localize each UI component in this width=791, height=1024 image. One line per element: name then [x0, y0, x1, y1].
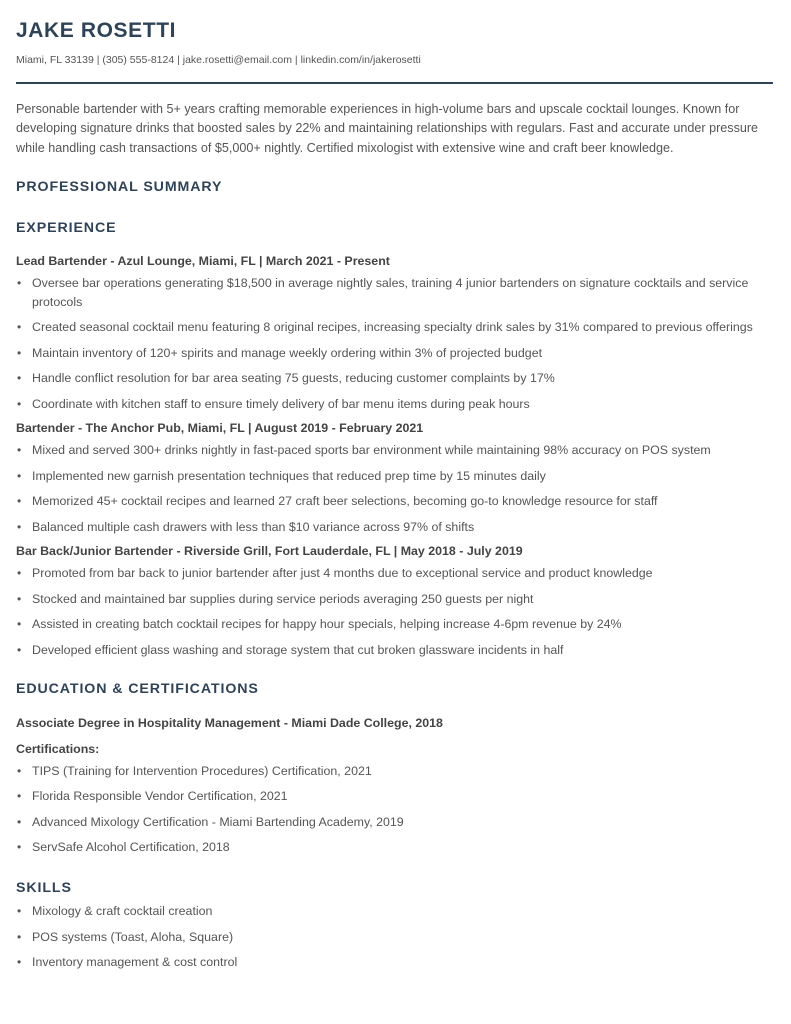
- list-item: [16, 615, 773, 634]
- list-item: [16, 787, 773, 806]
- list-item: [16, 344, 773, 363]
- bullet-icon: •: [17, 617, 22, 632]
- list-item: [16, 838, 773, 857]
- bullet-icon: •: [17, 320, 22, 335]
- job-bullet-list: [16, 564, 773, 660]
- skills-heading: SKILLS: [16, 880, 72, 897]
- bullet-icon: •: [17, 275, 22, 290]
- skills-list: [16, 902, 773, 972]
- bullet-text: Implemented new garnish presentation techniques that reduced prep time by 15 minutes daily: [32, 468, 546, 483]
- list-item: [16, 518, 773, 537]
- list-item: [16, 467, 773, 486]
- bullet-icon: •: [17, 443, 22, 458]
- professional-summary-heading: PROFESSIONAL SUMMARY: [16, 178, 223, 195]
- list-item: [16, 492, 773, 511]
- bullet-icon: •: [17, 371, 22, 386]
- bullet-icon: •: [17, 591, 22, 606]
- job-title: Lead Bartender - Azul Lounge, Miami, FL | March 2021 - Present: [16, 253, 390, 268]
- bullet-text: Balanced multiple cash drawers with less than $10 variance across 97% of shifts: [32, 519, 475, 534]
- bullet-text: Coordinate with kitchen staff to ensure timely delivery of bar menu items during peak hours: [32, 396, 530, 411]
- job-bullet-list: [16, 441, 773, 537]
- bullet-text: Assisted in creating batch cocktail recipes for happy hour specials, helping increase 4-6pm revenue by 24%: [32, 617, 622, 632]
- list-item: [16, 762, 773, 781]
- bullet-icon: •: [17, 929, 22, 944]
- bullet-text: Handle conflict resolution for bar area seating 75 guests, reducing customer complaints by 17%: [32, 371, 555, 386]
- bullet-icon: •: [17, 789, 22, 804]
- job-title: Bar Back/Junior Bartender - Riverside Grill, Fort Lauderdale, FL | May 2018 - July 2019: [16, 544, 523, 559]
- certification-text: Florida Responsible Vendor Certification, 2021: [32, 789, 288, 804]
- list-item: [16, 902, 773, 921]
- skill-text: Inventory management & cost control: [32, 955, 238, 970]
- bullet-text: Developed efficient glass washing and storage system that cut broken glassware incidents in half: [32, 642, 564, 657]
- bullet-text: Memorized 45+ cocktail recipes and learned 27 craft beer selections, becoming go-to knowledge resource for staff: [32, 494, 658, 509]
- list-item: [16, 395, 773, 414]
- bullet-icon: •: [17, 396, 22, 411]
- list-item: [16, 274, 773, 312]
- bullet-icon: •: [17, 519, 22, 534]
- bullet-icon: •: [17, 840, 22, 855]
- list-item: [16, 318, 773, 337]
- list-item: [16, 441, 773, 460]
- bullet-text: Stocked and maintained bar supplies during service periods averaging 250 guests per night: [32, 591, 534, 606]
- certification-text: Advanced Mixology Certification - Miami Bartending Academy, 2019: [32, 814, 404, 829]
- list-item: [16, 813, 773, 832]
- list-item: [16, 590, 773, 609]
- header-divider: [16, 82, 773, 84]
- skill-text: POS systems (Toast, Aloha, Square): [32, 929, 234, 944]
- contact-line: Miami, FL 33139 | (305) 555-8124 | jake.rosetti@email.com | linkedin.com/in/jakerosetti: [16, 54, 421, 66]
- certifications-list: [16, 762, 773, 858]
- bullet-icon: •: [17, 955, 22, 970]
- bullet-icon: •: [17, 763, 22, 778]
- list-item: [16, 953, 773, 972]
- bullet-icon: •: [17, 642, 22, 657]
- list-item: [16, 564, 773, 583]
- bullet-icon: •: [17, 814, 22, 829]
- bullet-icon: •: [17, 904, 22, 919]
- bullet-text: Maintain inventory of 120+ spirits and manage weekly ordering within 3% of projected budget: [32, 345, 543, 360]
- job-bullet-list: [16, 274, 773, 414]
- bullet-text: Mixed and served 300+ drinks nightly in fast-paced sports bar environment while maintaining 98% accuracy on POS system: [32, 443, 711, 458]
- list-item: [16, 641, 773, 660]
- bullet-icon: •: [17, 566, 22, 581]
- certification-text: ServSafe Alcohol Certification, 2018: [32, 840, 230, 855]
- bullet-text: Oversee bar operations generating $18,500 in average nightly sales, training 4 junior bartenders on signature cocktails and service protocols: [32, 275, 749, 309]
- bullet-text: Promoted from bar back to junior bartender after just 4 months due to exceptional service and product knowledge: [32, 566, 653, 581]
- candidate-name: JAKE ROSETTI: [16, 19, 177, 42]
- bullet-text: Created seasonal cocktail menu featuring 8 original recipes, increasing specialty drink sales by 31% compared to previous offerings: [32, 320, 753, 335]
- certification-text: TIPS (Training for Intervention Procedures) Certification, 2021: [32, 763, 372, 778]
- degree-line: Associate Degree in Hospitality Management - Miami Dade College, 2018: [16, 715, 443, 730]
- job-title: Bartender - The Anchor Pub, Miami, FL | August 2019 - February 2021: [16, 421, 424, 436]
- list-item: [16, 369, 773, 388]
- experience-heading: EXPERIENCE: [16, 219, 117, 236]
- bullet-icon: •: [17, 345, 22, 360]
- list-item: [16, 928, 773, 947]
- bullet-icon: •: [17, 494, 22, 509]
- summary-paragraph: Personable bartender with 5+ years crafting memorable experiences in high-volume bars and upscale cocktail lounges. Known for developing signature drinks that boosted sales by 22% and maintaining relationships with regulars. Fast and accurate under pressure while handling cash transactions of $5,000+ nightly. Certified mixologist with extensive wine and craft beer knowledge.: [16, 102, 759, 155]
- education-heading: EDUCATION & CERTIFICATIONS: [16, 680, 259, 697]
- skill-text: Mixology & craft cocktail creation: [32, 904, 213, 919]
- certifications-label: Certifications:: [16, 741, 100, 756]
- bullet-icon: •: [17, 468, 22, 483]
